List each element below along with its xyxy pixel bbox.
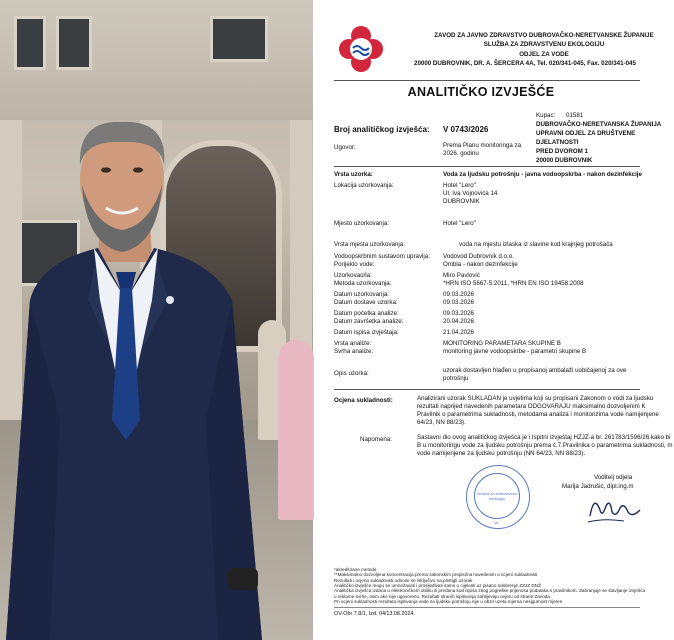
footer-note: Analitičko izvješće mogu se umnožavati i prosljeđivati samo u cijelosti uz pisano odobrenje ZZJZ DNŽ <box>334 583 541 588</box>
water-system-value: Vodovod Dubrovnik d.o.o. <box>443 253 514 260</box>
client-line: DUBROVAČKO-NERETVANSKA ŽUPANIJA <box>536 121 662 128</box>
water-origin-value: Ombla - nakon dezinfekcije <box>443 261 518 268</box>
sampling-place-type-label: Vrsta mjesta uzorkovanja: <box>334 241 405 248</box>
report-number-label: Broj analitičkog izvješća: <box>334 125 430 134</box>
analysis-purpose-value: monitoring javne vodoopskrbe - parametri skupine B <box>443 348 587 355</box>
print-date-value: 21.04.2026 <box>443 329 474 336</box>
footer-note: Rezultati i ocjena sukladnosti odnose se isključivo na pristigli uzorak <box>334 578 473 583</box>
analytical-report-document <box>322 0 673 640</box>
sampling-method-label: Metoda uzorkovanja: <box>334 280 392 287</box>
institute-header <box>414 31 674 68</box>
client-label: Kupac: <box>536 112 556 119</box>
sampling-place-value: Hotel "Lero" <box>443 220 476 227</box>
client-line: DJELATNOSTI <box>536 139 579 146</box>
client-code: 01581 <box>566 112 584 119</box>
sampling-method-value: *HRN ISO 5667-5:2011, *HRN EN ISO 19458:2008 <box>443 280 584 287</box>
conformity-line: Analizirani uzorak SUKLADAN je uvjetima koji su propisani Zakonom o vodi za ljudsku <box>417 395 654 402</box>
institute-logo-icon <box>336 24 386 74</box>
client-line: PRED DVOROM 1 <box>536 148 588 155</box>
note-line: vode namijenjene za ljudsku potrošnju (NN 64/23, NN 88/23). <box>417 450 586 457</box>
sample-type-value: Voda za ljudsku potrošnju - javna vodoopskrba - nakon dezinfekcije <box>443 171 642 178</box>
sampler-label: Uzorkovao/la: <box>334 272 372 279</box>
location-label: Lokacija uzorkovanja: <box>334 182 394 189</box>
analysis-purpose-label: Svrha analize: <box>334 348 374 355</box>
sampling-place-label: Mjesto uzorkovanja: <box>334 220 390 227</box>
footer-note: **Maksimalno dozvoljena koncentracija prema zakonskim propisima navedenim u ocjeni sukladnosti <box>334 572 538 577</box>
conformity-line: rezultati naprijed navedenih parametara ODGOVARAJU maksimalno dozvoljenim K <box>417 403 646 410</box>
location-value: Ul. Iva Vojnovića 14 <box>443 190 498 197</box>
analysis-end-value: 20.04.2026 <box>443 318 474 325</box>
contract-value: 2026. godinu <box>443 150 479 157</box>
sample-type-label: Vrsta uzorka: <box>334 171 373 178</box>
conformity-label: Ocjena sukladnosti: <box>334 397 393 404</box>
sampler-value: Miro Pavlović <box>443 272 480 279</box>
note-label: Napomena: <box>360 436 392 443</box>
document-title: ANALITIČKO IZVJEŠĆE <box>407 85 555 99</box>
client-line: UPRAVNI ODJEL ZA DRUŠTVENE <box>536 130 636 137</box>
sample-description-label: Opis uzorka: <box>334 370 369 377</box>
stamp-number: 16 <box>494 520 499 525</box>
analysis-end-label: Datum završetka analize: <box>334 318 404 325</box>
form-code: OV-Obr 7.8/1, Izd. 04/13.08.2024. <box>334 611 415 617</box>
conformity-line: 64/23, NN 88/23). <box>417 419 466 426</box>
sampling-place-type-value: voda na mjestu izlaska iz slavine kod krajnjeg potrošača <box>459 241 613 248</box>
sampling-date-value: 09.03.2026 <box>443 291 474 298</box>
analysis-start-value: 09.03.2026 <box>443 310 474 317</box>
contract-value: Prema Planu monitoringa za <box>443 142 522 149</box>
official-stamp-icon <box>466 465 530 529</box>
contract-label: Ugovor: <box>334 144 356 151</box>
analysis-start-label: Datum početka analize: <box>334 310 399 317</box>
analysis-type-value: MONITORING PARAMETARA SKUPINE B <box>443 340 561 347</box>
footer-note: *akreditirane metode <box>334 567 377 572</box>
footer-divider <box>334 607 640 608</box>
header-divider <box>334 80 640 81</box>
footer-note: u reklame svrhe, osim ako nije ugovoreno. Rezultati stranih ispitivanja zahtijevaju ovjeru od strane Zavoda <box>334 594 550 599</box>
institute-department: ODJEL ZA VODE <box>519 50 569 58</box>
report-number: V 0743/2026 <box>443 125 489 134</box>
institute-service: SLUŽBA ZA ZDRAVSTVENU EKOLOGIJU <box>483 41 605 49</box>
signature-icon <box>584 488 644 528</box>
footer-note: Pri ocjeni sukladnosti rezultata ispitivanja vode za ljudsku potrošnju nije u obzir uzeta mjerna nesigurnost mjeren <box>334 599 563 604</box>
water-system-label: Vodoopskrbnim sustavom upravlja: <box>334 253 430 260</box>
delivery-date-value: 09.03.2026 <box>443 299 474 306</box>
sample-description-value: uzorak dostavljen hlađen u propisanoj ambalaži uobičajenoj za ove <box>443 367 627 374</box>
sample-description-value: potrošnju <box>443 375 469 382</box>
conformity-line: Pravilnik o parametrima sukladnosti, metodama analiza i monitorizima vode namijenjene <box>417 411 659 418</box>
portrait-photo <box>0 0 313 640</box>
head-of-department-title: Voditelj odjela <box>594 474 633 481</box>
location-value: Hotel "Lero" <box>443 182 476 189</box>
delivery-date-label: Datum dostave uzorka: <box>334 299 398 306</box>
water-origin-label: Porijeklo vode: <box>334 261 375 268</box>
footer-note: Analitička izvješća izdana u elektroničkom obliku ili predana kod ispisa zbog pogreške prijenosa podataka s pravilnikom. Zabranjuje se stavljanje izvješća <box>334 588 646 593</box>
section-divider <box>334 166 640 167</box>
stamp-text: Služba za zdravstvenu ekologiju <box>476 491 518 501</box>
note-line: Sastavni dio ovog analitičkog izvješća je i Ispitni izvještaj HZJZ-a br. 261783/1596/26 kako bi <box>417 434 671 441</box>
head-of-department-name: Marija Jadrušić, dipl.ing.m <box>562 483 634 490</box>
section-divider <box>334 389 640 390</box>
print-date-label: Datum ispisa izvještaja: <box>334 329 399 336</box>
location-value: DUBROVNIK <box>443 198 480 205</box>
note-line: B u monitoringu vode za ljudsku potrošnju prema č.7.Pravilnika o parametrima sukladnosti, m <box>417 442 673 449</box>
person-portrait <box>0 0 313 640</box>
client-line: 20000 DUBROVNIK <box>536 157 593 164</box>
sampling-date-label: Datum uzorkovanja: <box>334 291 390 298</box>
institute-name: ZAVOD ZA JAVNO ZDRAVSTVO DUBROVAČKO-NERETVANSKE ŽUPANIJE <box>434 32 654 39</box>
institute-address: 20000 DUBROVNIK, DR. A. ŠERCERA 4A, Tel. 020/341-045, Fax. 020/341-045 <box>414 59 636 67</box>
analysis-type-label: Vrsta analize: <box>334 340 372 347</box>
